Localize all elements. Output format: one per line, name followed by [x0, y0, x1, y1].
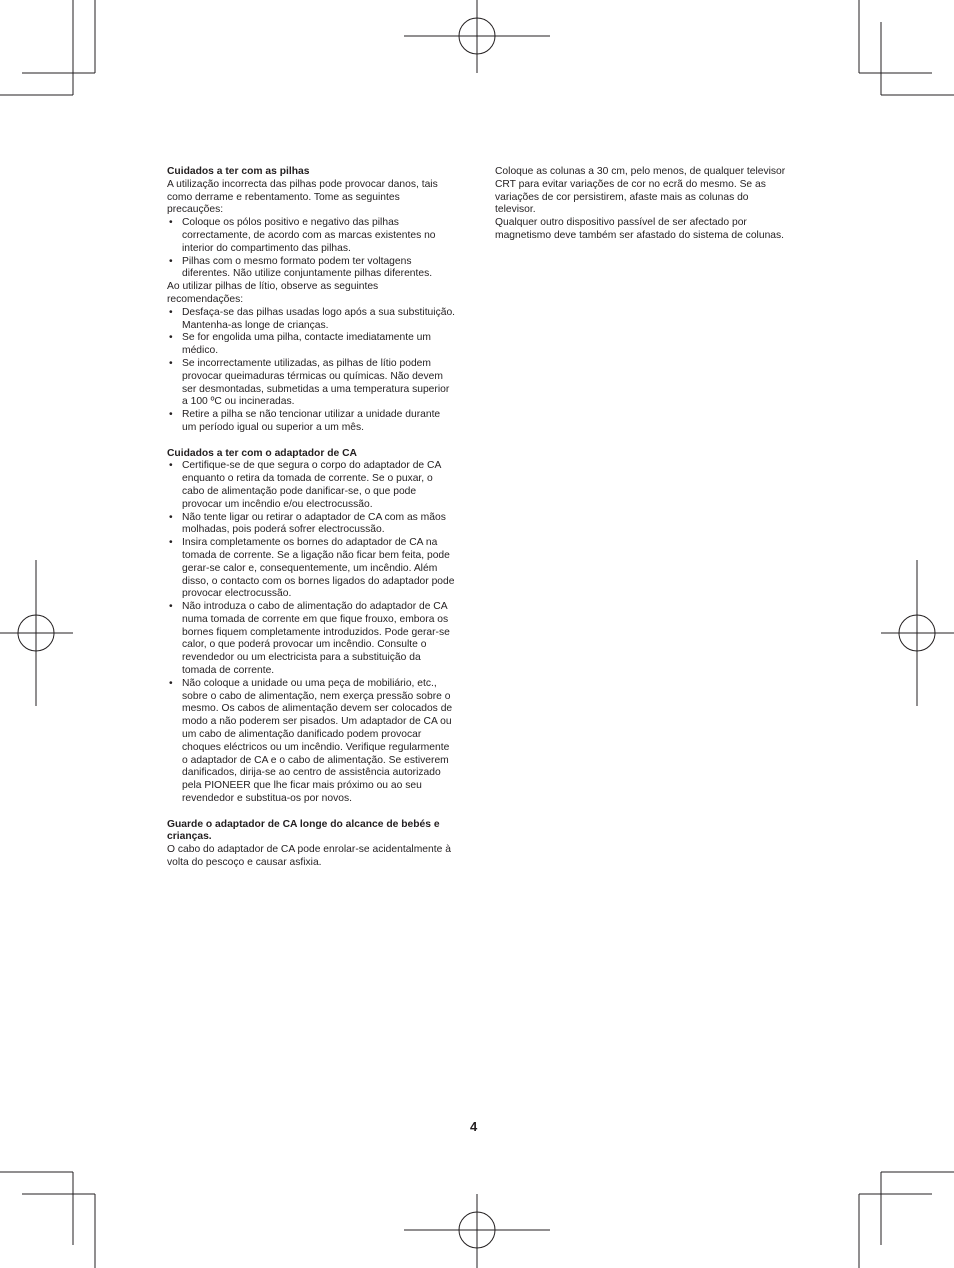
list-item: • Se incorrectamente utilizadas, as pilhas de lítio podem provocar queimaduras térmicas ou químicas. Não devem ser desmontadas, submetidas a uma temperatura superior a 100 ºC ou incineradas.	[169, 357, 450, 408]
lithium-intro: Ao utilizar pilhas de lítio, observe as seguintes recomendações:	[167, 281, 379, 305]
bullet-icon: •	[169, 460, 173, 472]
list-item: • Insira completamente os bornes do adaptador de CA na tomada de corrente. Se a ligação não ficar bem feita, pode gerar-se calor e, consequentemente, um incêndio. Além disso, o contacto com os bornes ligados do adaptador pode provocar electrocussão.	[169, 537, 455, 600]
adapter-section	[167, 448, 457, 806]
list-item: • Certifique-se de que segura o corpo do adaptador de CA enquanto o retira da tomada de corrente. Se o puxar, o cabo de alimentação pode danificar-se, o que pode provocar um incêndio e/ou electrocussão.	[169, 460, 441, 510]
lithium-recommendations-list	[167, 307, 457, 435]
bullet-icon: •	[169, 357, 173, 369]
battery-section	[167, 166, 457, 435]
adapter-heading: Cuidados a ter com o adaptador de CA	[167, 447, 357, 459]
list-item: • Retire a pilha se não tencionar utilizar a unidade durante um período igual ou superior a um mês.	[169, 409, 441, 433]
list-item: • Se for engolida uma pilha, contacte imediatamente um médico.	[169, 332, 431, 357]
bullet-icon: •	[169, 255, 173, 267]
magnetism-text: Qualquer outro dispositivo passível de ser afectado por magnetismo deve também ser afastado do sistema de colunas.	[495, 217, 785, 241]
bullet-icon: •	[169, 601, 173, 613]
bullet-icon: •	[169, 306, 173, 318]
bullet-icon: •	[169, 217, 173, 229]
right-column	[495, 166, 790, 243]
battery-heading: Cuidados a ter com as pilhas	[167, 166, 310, 177]
speaker-placement-text: Coloque as colunas a 30 cm, pelo menos, de qualquer televisor CRT para evitar variações de cor no ecrã do mesmo. Se as variações de cor persistirem, afaste mais as colunas do televisor.	[495, 166, 786, 216]
page-number: 4	[470, 1119, 478, 1134]
bullet-icon: •	[169, 537, 173, 549]
bullet-icon: •	[169, 677, 173, 689]
left-column	[167, 166, 457, 883]
children-text: O cabo do adaptador de CA pode enrolar-se acidentalmente à volta do pescoço e causar asfixia.	[167, 844, 451, 869]
list-item: • Pilhas com o mesmo formato podem ter voltagens diferentes. Não utilize conjuntamente pilhas diferentes.	[169, 255, 433, 280]
list-item: • Não tente ligar ou retirar o adaptador de CA com as mãos molhadas, pois poderá sofrer electrocussão.	[169, 511, 446, 536]
battery-precautions-list	[167, 217, 457, 281]
bullet-icon: •	[169, 409, 173, 421]
children-heading: Guarde o adaptador de CA longe do alcance de bebés e crianças.	[167, 818, 440, 843]
adapter-items-list	[167, 460, 457, 806]
battery-intro: A utilização incorrecta das pilhas pode provocar danos, tais como derrame e rebentamento. Tome as seguintes precauções:	[167, 178, 438, 216]
bullet-icon: •	[169, 332, 173, 344]
bullet-icon: •	[169, 511, 173, 523]
list-item: • Desfaça-se das pilhas usadas logo após a sua substituição. Mantenha-as longe de crianças.	[169, 306, 456, 331]
list-item: • Não coloque a unidade ou uma peça de mobiliário, etc., sobre o cabo de alimentação, nem exerça pressão sobre o mesmo. Os cabos de alimentação devem ser colocados de modo a não poderem ser pisados. Um adaptador de CA ou um cabo de alimentação danificado podem provocar choques eléctricos ou um incêndio. Verifique regularmente o adaptador de CA e o cabo de alimentação. Se estiverem danificados, dirija-se ao centro de assistência autorizado pela PIONEER que lhe ficar mais próximo ou ao seu revendedor e substitua-os por novos.	[169, 677, 453, 805]
list-item: • Coloque os pólos positivo e negativo das pilhas correctamente, de acordo com as marcas existentes no interior do compartimento das pilhas.	[169, 217, 436, 254]
children-section	[167, 819, 457, 870]
list-item: • Não introduza o cabo de alimentação do adaptador de CA numa tomada de corrente em que fique frouxo, embora os bornes fiquem completamente introduzidos. Pode gerar-se calor, o que poderá provocar um incêndio. Consulte o revendedor ou um electricista para a substituição da tomada de corrente.	[169, 601, 450, 677]
